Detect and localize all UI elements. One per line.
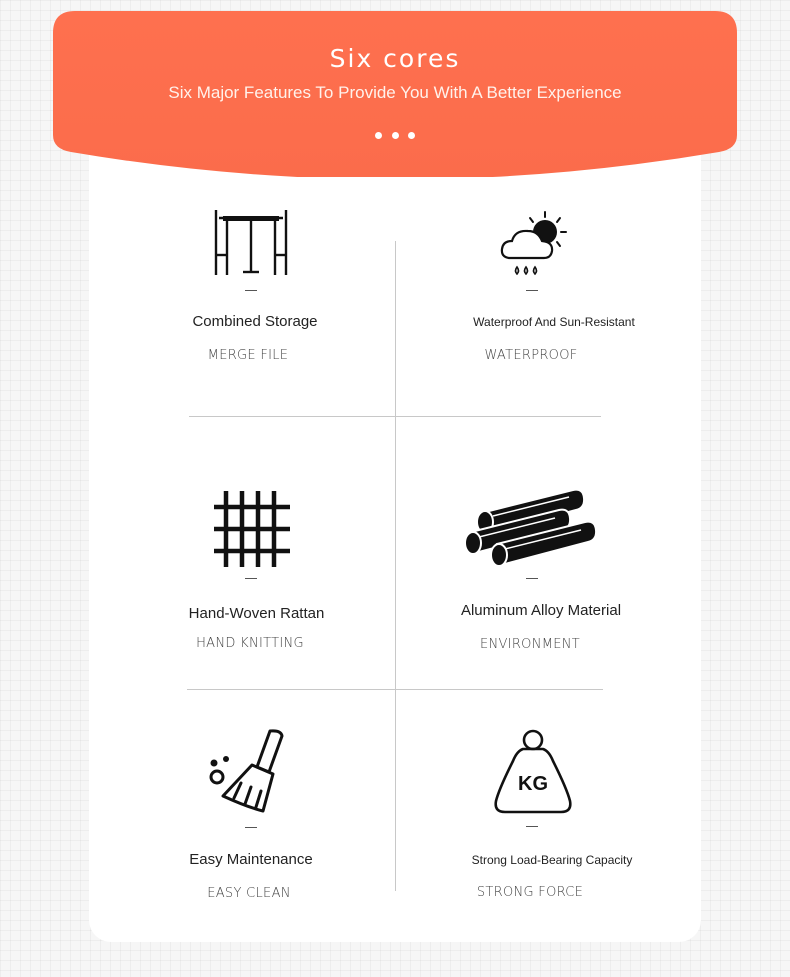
feature-subtitle: MERGE FILE <box>207 348 289 363</box>
table-chairs-icon <box>214 208 288 278</box>
weight-kg-icon <box>491 727 575 817</box>
banner-dots <box>375 132 415 140</box>
separator-dash <box>245 578 257 579</box>
feature-title: Hand-Woven Rattan <box>188 605 325 622</box>
page-title: Six cores <box>329 44 461 73</box>
separator-dash <box>526 290 538 291</box>
feature-title: Aluminum Alloy Material <box>460 602 622 619</box>
separator-dash <box>245 827 257 828</box>
dot <box>408 132 415 139</box>
woven-grid-icon <box>212 489 292 569</box>
feature-subtitle: STRONG FORCE <box>476 885 584 900</box>
metal-pipes-icon <box>463 486 599 572</box>
feature-subtitle: HAND KNITTING <box>196 636 304 651</box>
weight-label: KG <box>518 773 548 795</box>
page-subtitle: Six Major Features To Provide You With A Better Experience <box>168 83 622 102</box>
grid-divider-vertical <box>395 241 396 891</box>
feature-subtitle: ENVIRONMENT <box>479 637 581 652</box>
dot <box>392 132 399 139</box>
separator-dash <box>245 290 257 291</box>
broom-icon <box>207 727 287 815</box>
dot <box>375 132 382 139</box>
separator-dash <box>526 826 538 827</box>
header-banner <box>53 11 737 177</box>
feature-title: Combined Storage <box>192 313 318 330</box>
feature-title: Easy Maintenance <box>189 851 313 868</box>
grid-divider-horizontal <box>189 416 601 417</box>
feature-subtitle: WATERPROOF <box>484 348 578 363</box>
separator-dash <box>526 578 538 579</box>
feature-title: Strong Load-Bearing Capacity <box>471 853 633 867</box>
feature-title: Waterproof And Sun-Resistant <box>473 315 635 329</box>
grid-divider-horizontal <box>187 689 603 690</box>
feature-subtitle: EASY CLEAN <box>207 886 291 901</box>
weather-icon <box>499 210 571 278</box>
